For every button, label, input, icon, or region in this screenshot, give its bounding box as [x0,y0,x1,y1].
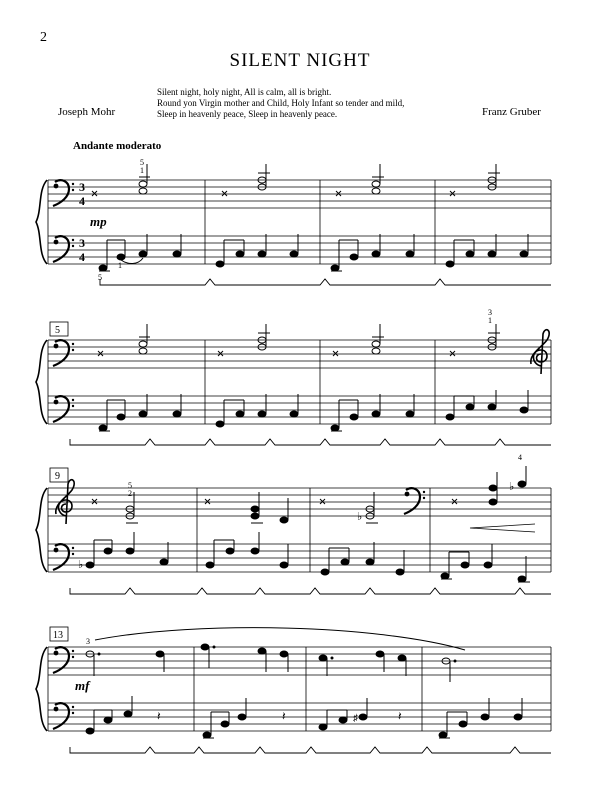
measure-number: 13 [53,630,63,641]
system-4 [36,627,551,753]
svg-text:♭: ♭ [78,559,84,571]
page-number: 2 [40,30,47,45]
svg-text:𝄽: 𝄽 [398,709,402,723]
svg-text:♭: ♭ [509,481,515,493]
fingering: 5 [140,158,144,167]
fingering: 3 [86,637,90,646]
lyric-line-1: Silent night, holy night, All is calm, all is bright. [157,87,332,97]
svg-text:𝄽: 𝄽 [157,709,161,723]
page-title: SILENT NIGHT [229,50,371,71]
time-sig-top: 3 [79,180,85,194]
svg-text:♭: ♭ [357,511,363,523]
dynamic-mark: mp [90,214,107,229]
measure-number: 9 [55,471,60,482]
dynamic-mark: mf [75,678,90,693]
time-sig-bottom: 4 [79,250,85,264]
lyric-line-2: Round yon Virgin mother and Child, Holy Infant so tender and mild, [157,98,405,108]
measure-number: 5 [55,325,60,336]
fingering: 3 [488,308,492,317]
fingering: 2 [128,489,132,498]
composer-credit: Franz Gruber [482,106,541,118]
system-3 [36,453,551,594]
fingering: 5 [128,481,132,490]
lyricist-credit: Joseph Mohr [58,106,116,118]
system-2 [36,308,551,445]
fingering: 1 [118,261,122,270]
fingering: 1 [140,166,144,175]
svg-text:♯: ♯ [353,713,358,724]
fingering: 5 [98,273,102,282]
fingering: 1 [488,316,492,325]
fingering: 4 [518,453,522,462]
svg-text:𝄽: 𝄽 [282,709,286,723]
tempo-marking: Andante moderato [73,140,162,152]
system-1 [36,158,551,285]
time-sig-top: 3 [79,236,85,250]
time-sig-bottom: 4 [79,194,85,208]
lyric-line-3: Sleep in heavenly peace, Sleep in heavenly peace. [157,109,338,119]
